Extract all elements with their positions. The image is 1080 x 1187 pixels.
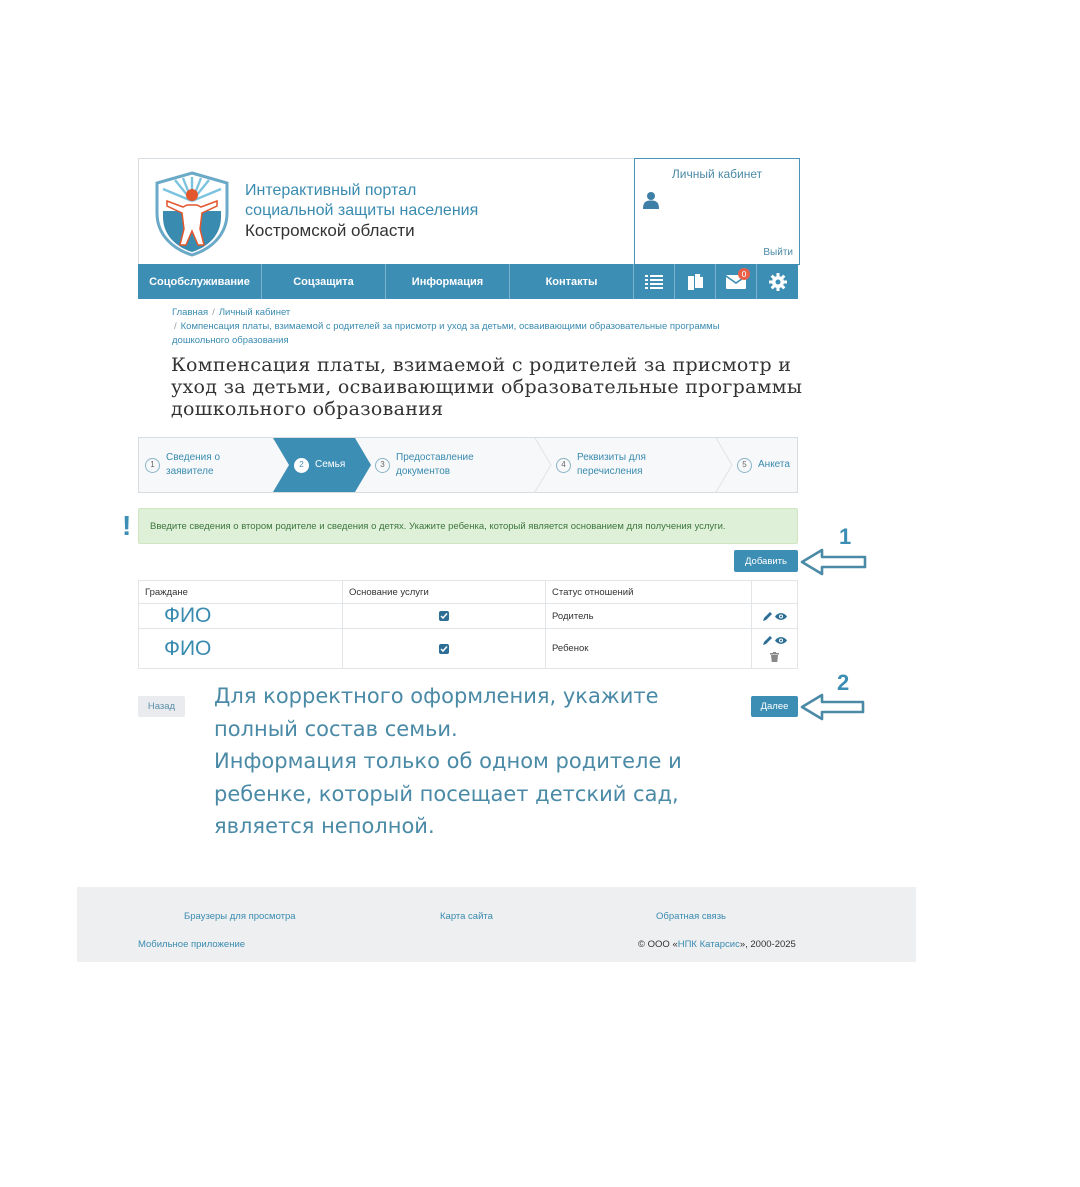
breadcrumb-current-cont[interactable]: дошкольного образования xyxy=(172,335,289,346)
column-header-basis: Основание услуги xyxy=(343,581,546,603)
cabinet-title: Личный кабинет xyxy=(671,167,763,181)
footer-sitemap-link[interactable]: Карта сайта xyxy=(440,911,493,922)
basis-checkbox[interactable] xyxy=(439,644,449,654)
nav-mail-button[interactable] xyxy=(716,264,757,299)
nav-settings-button[interactable] xyxy=(757,264,798,299)
basis-checkbox[interactable] xyxy=(439,611,449,621)
info-line: полный состав семьи. xyxy=(214,716,458,741)
site-header xyxy=(138,158,798,264)
breadcrumb xyxy=(172,306,772,348)
column-header-actions xyxy=(752,581,797,603)
logout-link[interactable]: Выйти xyxy=(763,247,793,258)
portal-title[interactable] xyxy=(245,181,478,241)
step-survey[interactable] xyxy=(737,438,790,492)
relationship-status: Родитель xyxy=(546,604,752,628)
annotation-number-1: 1 xyxy=(839,524,852,549)
step-label: Анкета xyxy=(758,459,790,470)
info-line: является неполной. xyxy=(214,814,435,838)
breadcrumb-home[interactable]: Главная xyxy=(172,307,209,318)
gear-icon xyxy=(769,273,787,291)
portal-title-line2: социальной защиты населения xyxy=(245,202,479,219)
step-label: перечисления xyxy=(577,466,643,477)
nav-list-button[interactable] xyxy=(634,264,675,299)
page-title-line1: Компенсация платы, взимаемой с родителей за присмотр и xyxy=(171,354,792,376)
check-icon xyxy=(440,645,448,653)
relationship-status: Ребенок xyxy=(546,629,752,668)
nav-item-contacts[interactable]: Контакты xyxy=(510,264,634,299)
step-family[interactable] xyxy=(294,438,345,492)
step-number: 1 xyxy=(145,458,160,473)
user-icon[interactable] xyxy=(642,191,660,209)
basis-cell xyxy=(343,604,546,628)
annotation-number-2: 2 xyxy=(837,670,850,695)
citizen-name: ФИО xyxy=(139,629,343,668)
step-documents[interactable] xyxy=(375,438,474,492)
step-label: Семья xyxy=(315,459,346,470)
back-button[interactable]: Назад xyxy=(138,696,185,717)
arrow-left-icon xyxy=(800,547,868,577)
next-button[interactable]: Далее xyxy=(751,696,798,717)
steps-wizard xyxy=(138,437,798,493)
page-title xyxy=(171,354,811,420)
step-requisites[interactable] xyxy=(556,438,646,492)
portal-title-line3: Костромской области xyxy=(245,221,415,240)
step-number: 3 xyxy=(375,458,390,473)
trash-icon[interactable] xyxy=(770,652,779,662)
info-line: ребенке, который посещает детский сад, xyxy=(214,781,679,806)
personal-cabinet-panel xyxy=(634,158,800,265)
list-icon xyxy=(645,274,663,290)
step-label: Предоставление xyxy=(396,452,474,463)
breadcrumb-current[interactable]: Компенсация платы, взимаемой с родителей за присмотр и уход за детьми, осваивающими образовательные программы xyxy=(180,321,720,332)
step-label: Сведения о xyxy=(166,452,221,463)
step-number: 4 xyxy=(556,458,571,473)
copyright-company-link[interactable]: НПК Катарсис xyxy=(677,939,740,950)
copyright xyxy=(638,939,796,950)
info-line: Для корректного оформления, укажите xyxy=(214,684,659,708)
row-actions xyxy=(752,629,797,668)
family-table xyxy=(138,580,798,669)
nav-item-information[interactable]: Информация xyxy=(386,264,510,299)
eye-icon[interactable] xyxy=(775,612,787,621)
step-label: Реквизиты для xyxy=(577,452,646,463)
table-row xyxy=(139,629,797,668)
footer-browsers-link[interactable]: Браузеры для просмотра xyxy=(184,911,296,922)
portal-title-line1: Интерактивный портал xyxy=(245,182,417,199)
breadcrumb-separator: / xyxy=(174,321,177,332)
site-footer xyxy=(77,887,916,962)
column-header-status: Статус отношений xyxy=(546,581,752,603)
copyright-prefix: © ООО « xyxy=(638,939,678,950)
copyright-suffix: », 2000-2025 xyxy=(739,939,796,950)
nav-item-social-protection[interactable]: Соцзащита xyxy=(262,264,386,299)
eye-icon[interactable] xyxy=(775,636,787,645)
family-info-note xyxy=(214,680,734,843)
column-header-citizens: Граждане xyxy=(139,581,343,603)
citizen-name: ФИО xyxy=(139,604,343,628)
nav-item-social-service[interactable]: Соцобслуживание xyxy=(138,264,262,299)
pencil-icon[interactable] xyxy=(762,635,773,646)
exclamation-icon: ! xyxy=(122,510,132,541)
breadcrumb-cabinet[interactable]: Личный кабинет xyxy=(218,307,291,318)
table-row xyxy=(139,604,797,629)
add-button[interactable]: Добавить xyxy=(734,550,798,572)
step-number: 2 xyxy=(294,458,309,473)
pencil-icon[interactable] xyxy=(762,611,773,622)
step-applicant[interactable] xyxy=(145,438,220,492)
table-header-row xyxy=(139,581,797,604)
mail-badge: 0 xyxy=(738,268,750,280)
info-alert: Введите сведения о втором родителе и сведения о детях. Укажите ребенка, который является основанием для получения услуги. xyxy=(138,508,798,544)
arrow-left-icon xyxy=(800,693,868,721)
footer-feedback-link[interactable]: Обратная связь xyxy=(656,911,726,922)
page-title-line2: уход за детьми, осваивающими образовательные программы xyxy=(171,376,803,398)
step-number: 5 xyxy=(737,458,752,473)
breadcrumb-separator: / xyxy=(212,307,215,318)
portal-logo-icon[interactable] xyxy=(153,171,231,257)
main-nav xyxy=(138,264,798,299)
step-label: документов xyxy=(396,466,451,477)
check-icon xyxy=(440,612,448,620)
row-actions xyxy=(752,604,797,628)
trash-wrap xyxy=(752,652,797,662)
documents-icon xyxy=(686,273,704,291)
step-label: заявителе xyxy=(166,466,214,477)
basis-cell xyxy=(343,629,546,668)
footer-mobile-app-link[interactable]: Мобильное приложение xyxy=(138,939,246,950)
info-line: Информация только об одном родителе и xyxy=(214,749,682,773)
nav-documents-button[interactable] xyxy=(675,264,716,299)
page-title-line3: дошкольного образования xyxy=(171,398,444,420)
